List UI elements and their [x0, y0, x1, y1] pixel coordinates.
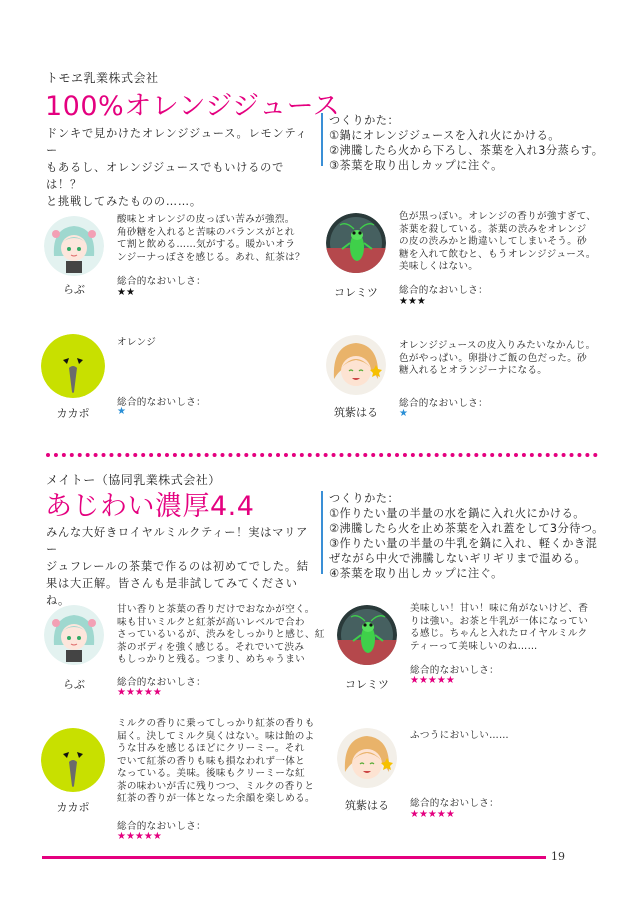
rating-stars: ★★★★★ — [117, 831, 162, 842]
rating-label: 総合的なおいしさ： — [410, 665, 500, 676]
intro-line: 果は大正解。皆さんも是非試してみてくださいね。 — [46, 577, 298, 607]
reviewer-name: カカポ — [56, 801, 90, 814]
intro-line: と挑戦してみたものの……。 — [46, 195, 202, 208]
rating-stars: ★★★★★ — [410, 809, 455, 820]
section2-title: あじわい濃厚4.4 — [45, 491, 255, 522]
rating-label: 総合的なおいしさ： — [117, 276, 207, 287]
recipe-step: ③茶葉を取り出しカップに注ぐ。 — [329, 159, 503, 172]
reviewer-name: コレミツ — [345, 678, 389, 691]
comment-line: 茶のボディを強く感じる。それでいて渋み — [117, 641, 305, 653]
reviewer-name: 筑紫はる — [334, 406, 378, 419]
comment-line: 色が黒っぽい。オレンジの香りが強すぎて、 — [399, 211, 597, 222]
rating-label: 総合的なおいしさ： — [117, 397, 207, 408]
comment-line: 茶の味わいが舌に残りつつ、ミルクの香りと — [117, 780, 315, 792]
comment-line: 届く。決してミルク臭くはない。味は飴のよ — [117, 730, 315, 742]
recipe-step: ③作りたい量の半量の牛乳を鍋に入れ、軽くかき混 — [329, 537, 598, 550]
rabu-avatar — [44, 216, 104, 276]
rating-label: 総合的なおいしさ： — [399, 398, 489, 409]
review-comment — [117, 214, 305, 264]
section1-title: 100%オレンジジュース — [45, 91, 341, 122]
recipe-heading: つくりかた： — [329, 114, 400, 127]
review-comment — [399, 211, 596, 274]
comment-line: る感じ。ちゃんと入れたロイヤルミルク — [410, 628, 588, 639]
comment-line: もしっかりと残る。つまり、めちゃうまい — [117, 654, 305, 665]
rating-stars: ★★ — [117, 287, 135, 298]
review-comment — [399, 340, 595, 378]
comment-line: の皮の渋みかと勘違いしてしまいそう。砂 — [399, 236, 587, 247]
comment-line: オレンジジュースの皮入りみたいなかんじ。 — [399, 340, 596, 351]
comment-line: ンジーナっぽさを感じる。あれ、紅茶は？ — [117, 251, 305, 263]
comment-line: うな甘みを感じるほどにクリーミー。それ — [117, 743, 305, 754]
rating-label: 総合的なおいしさ： — [117, 821, 207, 832]
comment-line: りは強い。お茶と牛乳が一体になってい — [410, 615, 589, 627]
rating-stars: ★★★ — [399, 296, 426, 307]
review-comment — [410, 730, 509, 743]
review-comment — [117, 604, 325, 667]
comment-line: 酸味とオレンジの皮っぽい苦みが強烈。 — [117, 214, 295, 225]
comment-line: 紅茶の香りが一体となった余韻を楽しめる。 — [117, 793, 315, 804]
review-comment — [117, 337, 156, 350]
comment-line: 糖入れるとオランジーナになる。 — [399, 365, 548, 376]
comment-line: オレンジ — [117, 337, 157, 348]
section2-intro — [46, 524, 316, 609]
comment-line: ティーって美味しいのね…… — [410, 640, 538, 652]
comment-line: ふつうにおいしい…… — [410, 730, 509, 741]
footer-line — [42, 856, 546, 859]
rating-stars: ★ — [399, 408, 408, 419]
comment-line: 角砂糖を入れると苦味のバランスがとれ — [117, 226, 295, 238]
review-comment — [117, 718, 315, 806]
section2-recipe — [321, 491, 604, 580]
comment-line: なっている。美味。後味もクリーミーな紅 — [117, 768, 305, 779]
reviewer-name: 筑紫はる — [345, 799, 389, 812]
rating-label: 総合的なおいしさ： — [410, 798, 500, 809]
koremitsu-avatar — [337, 605, 397, 665]
rabu-avatar — [44, 605, 104, 665]
recipe-step: ぜながら中火で沸騰しないギリギリまで温める。 — [329, 552, 587, 565]
section2-maker: メイトー（協同乳業株式会社） — [46, 473, 221, 487]
comment-line: 美味しくはない。 — [399, 261, 479, 272]
comment-line: 糖を入れて飲むと、もうオレンジジュース。 — [399, 248, 596, 260]
reviewer-name: らぶ — [63, 283, 85, 296]
koremitsu-avatar — [326, 213, 386, 273]
recipe-step: ④茶葉を取り出しカップに注ぐ。 — [329, 567, 503, 580]
intro-line: ジュフレールの茶葉で作るのは初めてでした。結 — [46, 560, 309, 573]
comment-line: 色がやっぱい。卵掛けご飯の色だった。砂 — [399, 352, 587, 364]
recipe-step: ①作りたい量の半量の水を鍋に入れ火にかける。 — [329, 507, 585, 520]
section1-intro — [46, 125, 316, 210]
rating-label: 総合的なおいしさ： — [399, 285, 489, 296]
reviewer-name: カカポ — [56, 407, 90, 420]
comment-line: でいて紅茶の香りも味も損なわれず一体と — [117, 755, 305, 767]
section1-recipe — [321, 113, 604, 172]
kakapo-avatar — [41, 728, 105, 792]
recipe-step: ②沸騰したら火を止め茶葉を入れ蓋をして3分待つ。 — [329, 522, 604, 535]
intro-line: もあるし、オレンジジュースでもいけるのでは！？ — [46, 161, 285, 191]
section1-maker: トモヱ乳業株式会社 — [46, 71, 159, 85]
rating-stars: ★★★★★ — [410, 675, 455, 686]
section-divider — [46, 453, 598, 457]
comment-line: 美味しい！甘い！味に角がないけど、香 — [410, 603, 589, 614]
recipe-step: ②沸騰したら火から下ろし、茶葉を入れ3分蒸らす。 — [329, 144, 604, 157]
comment-line: 茶葉を殺している。茶葉の渋みをオレンジ — [399, 223, 587, 235]
intro-line: みんな大好きロイヤルミルクティー！実はマリアー — [46, 526, 309, 556]
reviewer-name: コレミツ — [334, 286, 378, 299]
intro-line: ドンキで見かけたオレンジジュース。レモンティー — [46, 127, 308, 157]
comment-line: 味も甘いミルクと紅茶が高いレベルで合わ — [117, 616, 305, 628]
reviewer-name: らぶ — [63, 678, 85, 691]
rating-label: 総合的なおいしさ： — [117, 677, 207, 688]
recipe-step: ①鍋にオレンジジュースを入れ火にかける。 — [329, 129, 560, 142]
comment-line: ミルクの香りに乗ってしっかり紅茶の香りも — [117, 718, 315, 729]
rating-stars: ★★★★★ — [117, 687, 162, 698]
page-number: 19 — [551, 850, 565, 863]
comment-line: て割と飲める……気がする。暖かいオラ — [117, 239, 296, 250]
tsukushi-haru-avatar — [326, 335, 386, 395]
comment-line: さっているいるが、渋みをしっかりと感じ、紅 — [117, 629, 325, 640]
tsukushi-haru-avatar — [337, 728, 397, 788]
review-comment — [410, 603, 588, 653]
kakapo-avatar — [41, 334, 105, 398]
recipe-heading: つくりかた： — [329, 492, 400, 505]
rating-stars: ★ — [117, 406, 126, 417]
comment-line: 甘い香りと茶葉の香りだけでおなかが空く。 — [117, 604, 315, 615]
